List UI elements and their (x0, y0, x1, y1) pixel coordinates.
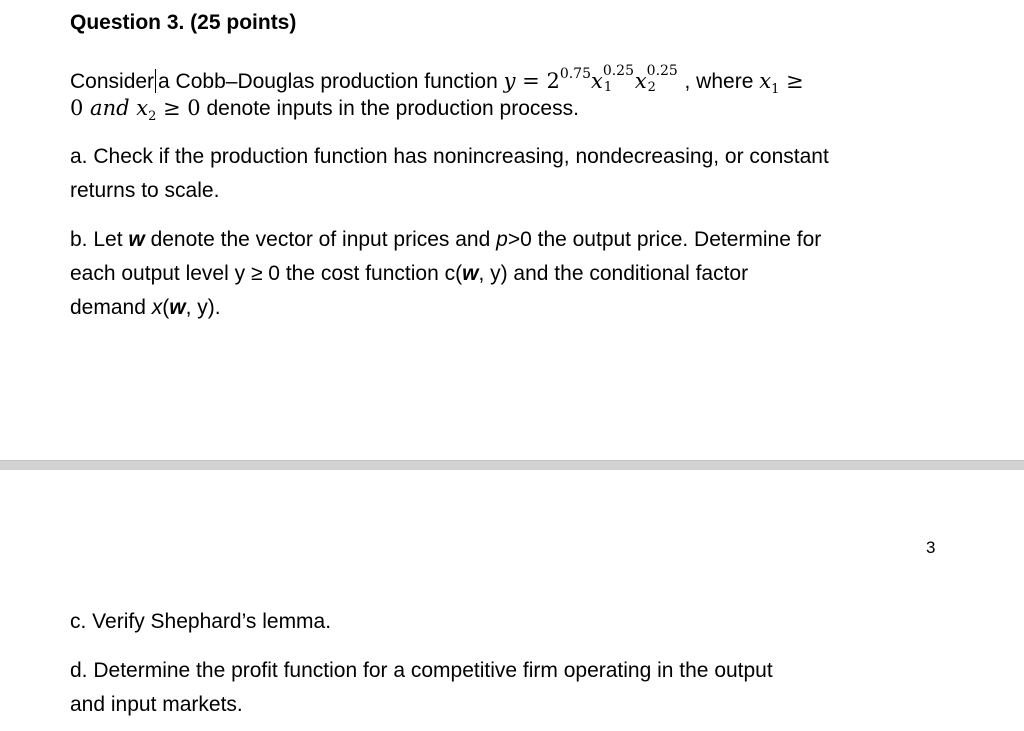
formula-x2-subscript: 2 (647, 80, 656, 95)
part-b-w: w (128, 228, 145, 251)
part-b-let: b. Let (70, 228, 129, 251)
condition-and: and (90, 96, 137, 120)
formula-x1: x (590, 69, 603, 93)
part-b-mid: denote the vector of input prices and (144, 228, 497, 251)
part-b-line-1 (70, 226, 821, 254)
intro-text: a Cobb–Douglas production function (158, 70, 504, 93)
formula-eq: = 2 (515, 69, 560, 93)
condition-x1: x (759, 69, 772, 93)
formula-x1-scripts (602, 63, 635, 95)
intro-line-2 (70, 94, 579, 131)
part-b-line-3-post: , y). (185, 296, 221, 319)
part-b-line-3-w: w (169, 296, 186, 319)
part-d-line-1: d. Determine the profit function for a competitive firm operating in the output (70, 659, 773, 682)
part-b-demand: demand (70, 296, 152, 319)
formula-const-exponent: 0.75 (559, 66, 591, 82)
condition-x1-subscript: 1 (771, 82, 780, 97)
formula-x1-subscript: 1 (603, 80, 613, 95)
intro-consider: Consider (70, 70, 155, 93)
part-b-line-3 (70, 294, 221, 322)
part-b-line-2 (70, 260, 748, 288)
formula-x1-exponent: 0.25 (602, 63, 634, 79)
text-cursor (155, 69, 156, 93)
part-c-line-1: c. Verify Shephard’s lemma. (70, 610, 332, 633)
question-title: Question 3. (25 points) (70, 11, 297, 34)
condition-x2-geq: ≥ 0 (156, 96, 201, 120)
condition-geq: ≥ (779, 69, 804, 93)
part-b-line-2-text: each output level y ≥ 0 the cost function c( (70, 262, 463, 285)
part-b-x: x (151, 296, 163, 319)
part-a-line-2: returns to scale. (70, 179, 220, 202)
part-a-line-1: a. Check if the production function has nonincreasing, nondecreasing, or constant (70, 145, 829, 168)
condition-zero: 0 (70, 96, 91, 120)
part-b-paren: ( (162, 296, 170, 319)
part-d-line-2: and input markets. (70, 693, 243, 716)
page-number: 3 (926, 538, 936, 557)
part-b-post: >0 the output price. Determine for (507, 228, 822, 251)
formula-x2: x (634, 69, 647, 93)
condition-x2-subscript: 2 (148, 109, 157, 124)
intro-line-2-text: denote inputs in the production process. (200, 97, 579, 120)
where-text: , where (678, 70, 760, 93)
formula-x2-scripts (646, 63, 679, 95)
formula-y: y (503, 69, 516, 93)
part-b-line-2-post: , y) and the conditional factor (478, 262, 749, 285)
formula-x2-exponent: 0.25 (646, 63, 678, 79)
part-b-line-2-w: w (462, 262, 479, 285)
part-b-p: p (496, 228, 508, 251)
condition-x2: x (136, 96, 149, 120)
